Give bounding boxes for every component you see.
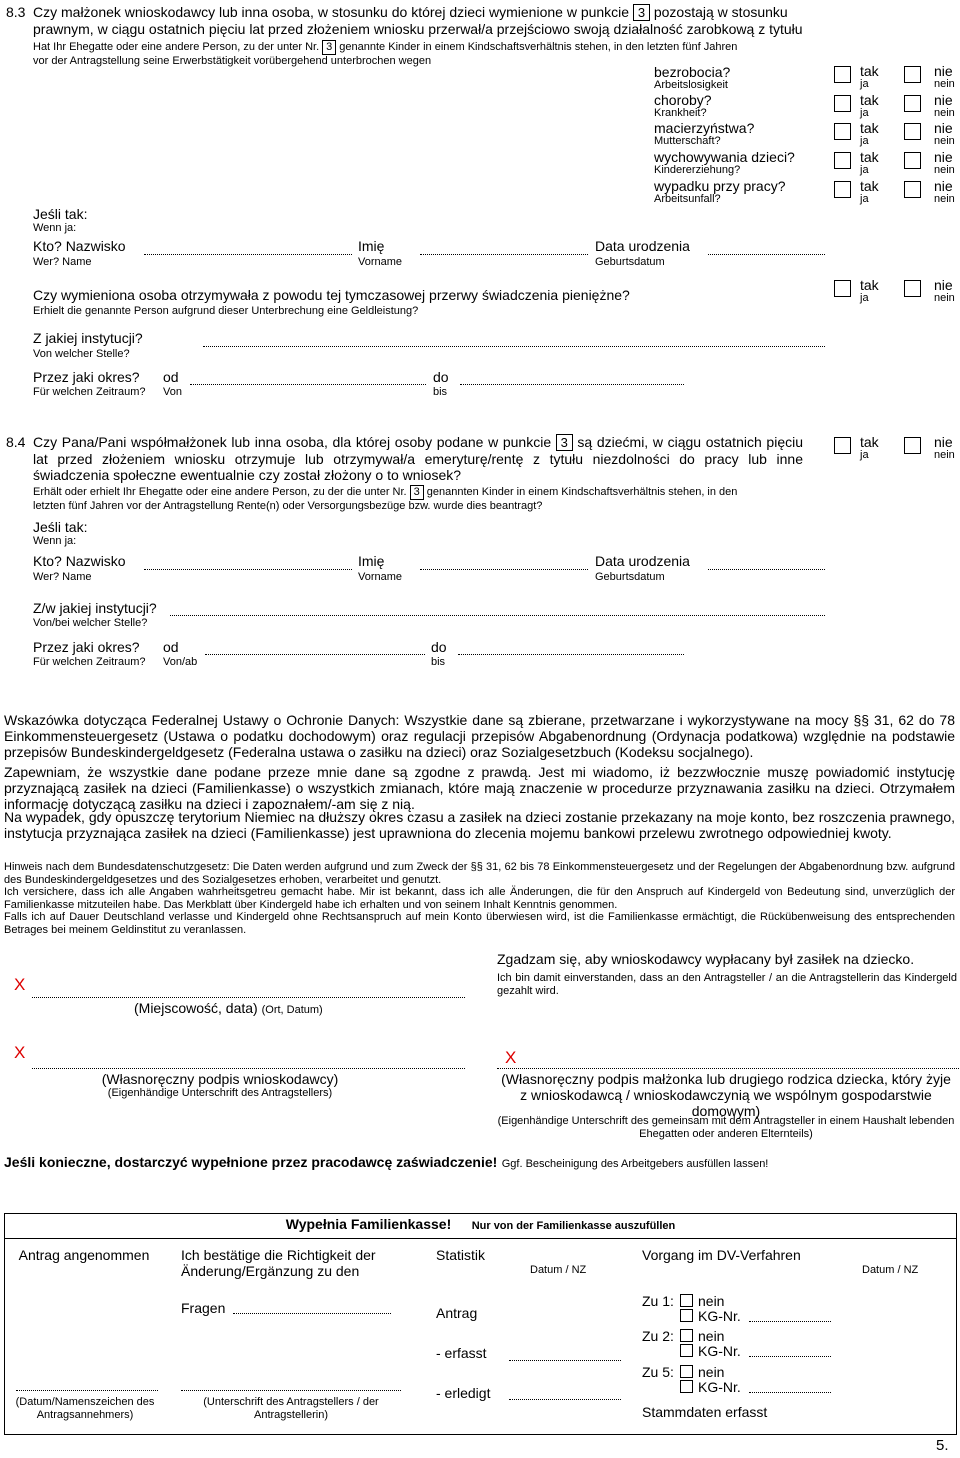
firstname-label-pl: Imię: [358, 553, 385, 569]
zu5-label: Zu 5:: [642, 1364, 674, 1380]
no-label-pl: nie: [934, 178, 953, 194]
checkbox-work-accident-no[interactable]: [904, 181, 921, 198]
checkbox-illness-yes[interactable]: [834, 95, 851, 112]
section-8-4-question-pl: Czy Pana/Pani współmałżonek lub inna osoba, dla której osoby podane w punkcie 3 są dziećmi, w ciągu ostatnich pięciu lat przed złożeniem wniosku otrzymuje lub otrzymywał/a emeryturę/rentę z tytułu niezdolności do pracy lub inne świadczenia społeczne ewentualnie czy został złożony o to wniosek?: [33, 434, 804, 483]
sign-here-mark: X: [14, 975, 26, 994]
checkbox-unemployment-yes[interactable]: [834, 66, 851, 83]
period-from-field[interactable]: [205, 654, 425, 655]
data-protection-notice-pl: Wskazówka dotycząca Federalnej Ustawy o Ochronie Danych: Wszystkie dane są zbierane, przetwarzane i wykorzystywane na mocy §§ 31, 62 do 78 Einkommensteuergesetz (Ustawa o podatku dochodowym) oraz regulacji przepisów Abgabenordnung (Ordynacja podatkowa) względnie na podstawie przepisów Bundeskindergeldgesetz (Federalna ustawa o zasiłku na dzieci) oraz Sozialgesetzbuch (Kodeksu socjalnego).: [4, 712, 955, 760]
completed-label: - erledigt: [436, 1385, 491, 1401]
page-number: 5.: [936, 1437, 949, 1454]
dv-procedure-label: Vorgang im DV-Verfahren: [642, 1247, 801, 1263]
yes-label-de: ja: [860, 107, 869, 119]
checkbox-illness-no[interactable]: [904, 95, 921, 112]
reason-0-pl: bezrobocia?: [654, 64, 731, 80]
application-label: Antrag: [436, 1305, 478, 1321]
checkbox-maternity-no[interactable]: [904, 123, 921, 140]
spouse-signature-field[interactable]: [497, 1068, 959, 1069]
yes-label-pl: tak: [860, 277, 879, 293]
section-8-4-question-de: Erhält oder erhielt Ihr Ehegatte oder eine andere Person, zu der die unter Nr. 3 genannten Kinder in einem Kindschaftsverhältnis stehen, in den letzten fünf Jahren vor der Antragstellung Rente(n) oder Versorgungsbezüge bzw. wurde dies beantragt?: [33, 486, 738, 512]
checkbox-unemployment-no[interactable]: [904, 66, 921, 83]
institution-field[interactable]: [170, 615, 825, 616]
institution-field[interactable]: [203, 346, 825, 347]
applicant-signature-field[interactable]: [32, 1068, 465, 1069]
ref-item-3: 3: [410, 485, 424, 500]
if-yes-label-de: Wenn ja:: [33, 222, 77, 234]
section-8-3-question-de: Hat Ihr Ehegatte oder eine andere Person, zu der unter Nr. 3 genannte Kinder in einem Kindschaftsverhältnis stehen, in den letzten fünf Jahren vor der Antragstellung seine Erwerbstätigkeit vorübergehend unterbrochen wegen: [33, 41, 738, 67]
kgnr-label: KG-Nr.: [698, 1343, 741, 1359]
surname-field[interactable]: [144, 254, 352, 255]
yes-label-de: ja: [860, 449, 869, 461]
applicant-signature-label-pl: (Własnoręczny podpis wnioskodawcy): [101, 1071, 339, 1087]
yes-label-de: ja: [860, 193, 869, 205]
captured-field[interactable]: [509, 1360, 621, 1361]
nein-label: nein: [698, 1293, 725, 1309]
firstname-field[interactable]: [420, 254, 588, 255]
reason-4-pl: wypadku przy pracy?: [654, 178, 786, 194]
declaration-pl: Zapewniam, że wszystkie dane podane przeze mnie dane są zgodne z prawdą. Jest mi wiadomo, iż bezzwłocznie muszę powiadomić instytucję przyznającą zasiłek na dzieci (Familienkasse) o wszystkich zmianach, które mają znaczenie w procedurze przyznawania zasiłku na dzieci. Otrzymałem informację dotyczącą zasiłku na dzieci i zapoznałem/-am się z nią.: [4, 764, 955, 812]
benefit-question-pl: Czy wymieniona osoba otrzymywała z powodu tej tymczasowej przerwy świadczenia pieniężne?: [33, 287, 630, 303]
period-label-de: Für welchen Zeitraum?: [33, 386, 146, 398]
checkbox-pension-yes[interactable]: [834, 437, 851, 454]
yes-label-de: ja: [860, 164, 869, 176]
no-label-de: nein: [934, 449, 955, 461]
yes-label-de: ja: [860, 78, 869, 90]
bank-authorisation-pl: Na wypadek, gdy opuszczę terytorium Niemiec na dłuższy okres czasu a zasiłek na dzieci zostanie przekazany na moje konto, bez roszczenia prawnego, instytucja przyznająca zasiłek na dzieci (Familienkasse) jest uprawniona do zlecenia mojemu bankowi przelewu zwrotnego odpowiedniej kwoty.: [4, 809, 955, 841]
no-label-pl: nie: [934, 63, 953, 79]
no-label-pl: nie: [934, 434, 953, 450]
dob-field[interactable]: [708, 569, 825, 570]
applicant-signature-office-field[interactable]: [181, 1390, 401, 1391]
zu2-label: Zu 2:: [642, 1328, 674, 1344]
receiver-initials-label: (Datum/Namenszeichen des Antragsannehmers): [15, 1396, 155, 1421]
surname-label-pl: Kto? Nazwisko: [33, 553, 126, 569]
institution-label-pl: Z jakiej instytucji?: [33, 330, 143, 346]
surname-label-de: Wer? Name: [33, 256, 92, 268]
no-label-pl: nie: [934, 277, 953, 293]
period-label-pl: Przez jaki okres?: [33, 369, 140, 385]
questions-field[interactable]: [233, 1313, 391, 1314]
ref-item-3: 3: [322, 40, 336, 55]
dob-label-pl: Data urodzenia: [595, 238, 690, 254]
reason-3-pl: wychowywania dzieci?: [654, 149, 795, 165]
dob-label-de: Geburtsdatum: [595, 571, 665, 583]
yes-label-de: ja: [860, 135, 869, 147]
kgnr-field[interactable]: [749, 1392, 831, 1393]
section-number-8-4: 8.4: [6, 434, 26, 450]
checkbox-childcare-yes[interactable]: [834, 152, 851, 169]
period-from-field[interactable]: [190, 384, 426, 385]
spouse-signature-label-de: (Eigenhändige Unterschrift des gemeinsam mit dem Antragsteller in einem Haushalt lebenden Ehegatten oder anderen Elternteils): [497, 1115, 955, 1140]
surname-label-de: Wer? Name: [33, 571, 92, 583]
ref-item-3: 3: [633, 4, 650, 21]
no-label-de: nein: [934, 135, 955, 147]
checkbox-zu1-nein[interactable]: [680, 1294, 693, 1307]
yes-label-pl: tak: [860, 149, 879, 165]
checkbox-zu5-kgnr[interactable]: [680, 1380, 693, 1393]
reason-0-de: Arbeitslosigkeit: [654, 79, 728, 91]
reason-1-de: Krankheit?: [654, 107, 707, 119]
checkbox-benefit-no[interactable]: [904, 280, 921, 297]
to-label-pl: do: [433, 369, 449, 385]
office-use-title: Wypełnia Familienkasse! Nur von der Familienkasse auszufüllen: [285, 1216, 676, 1232]
institution-label-pl: Z/w jakiej instytucji?: [33, 600, 157, 616]
questions-label: Fragen: [181, 1300, 226, 1316]
kgnr-label: KG-Nr.: [698, 1379, 741, 1395]
no-label-de: nein: [934, 107, 955, 119]
checkbox-pension-no[interactable]: [904, 437, 921, 454]
statistics-label: Statistik: [436, 1247, 486, 1263]
reason-2-de: Mutterschaft?: [654, 135, 721, 147]
from-label-de: Von: [163, 386, 182, 398]
no-label-pl: nie: [934, 120, 953, 136]
to-label-de: bis: [433, 386, 448, 398]
if-yes-label-pl: Jeśli tak:: [33, 519, 88, 535]
firstname-field[interactable]: [420, 569, 588, 570]
yes-label-pl: tak: [860, 63, 879, 79]
zu1-label: Zu 1:: [642, 1293, 674, 1309]
section-8-3-question-pl: Czy małżonek wnioskodawcy lub inna osoba, w stosunku do której dzieci wymienione w punkcie 3 pozostają w stosunku prawnym, w ciągu ostatnich pięciu lat przed złożeniem wniosku przerwał/a przejściowo swoją działalność zarobkową z tytułu: [33, 4, 803, 37]
receiver-initials-field[interactable]: [16, 1390, 158, 1391]
checkbox-work-accident-yes[interactable]: [834, 181, 851, 198]
checkbox-childcare-no[interactable]: [904, 152, 921, 169]
yes-label-pl: tak: [860, 178, 879, 194]
consent-text-pl: Zgadzam się, aby wnioskodawcy wypłacany był zasiłek na dziecko.: [497, 951, 915, 967]
yes-label-pl: tak: [860, 120, 879, 136]
no-label-de: nein: [934, 78, 955, 90]
checkbox-zu5-nein[interactable]: [680, 1365, 693, 1378]
sign-here-mark: X: [14, 1043, 26, 1062]
confirm-label: Ich bestätige die Richtigkeit der Änderung/Ergänzung zu den: [181, 1247, 376, 1279]
firstname-label-pl: Imię: [358, 238, 385, 254]
section-number-8-3: 8.3: [6, 4, 26, 20]
dob-field[interactable]: [708, 254, 825, 255]
from-label-de: Von/ab: [163, 656, 198, 668]
nein-label: nein: [698, 1364, 725, 1380]
nein-label: nein: [698, 1328, 725, 1344]
completed-field[interactable]: [509, 1399, 621, 1400]
no-label-de: nein: [934, 164, 955, 176]
to-label-pl: do: [431, 639, 447, 655]
no-label-de: nein: [934, 292, 955, 304]
no-label-de: nein: [934, 193, 955, 205]
period-to-field[interactable]: [458, 654, 684, 655]
yes-label-de: ja: [860, 292, 869, 304]
spouse-signature-label-pl: (Własnoręczny podpis małżonka lub drugiego rodzica dziecka, który żyje z wnioskodawcą / wnioskodawczynią we wspólnym gospodarstwie domowym): [501, 1071, 951, 1119]
consent-text-de: Ich bin damit einverstanden, dass an den Antragsteller / an die Antragstellerin das Kindergeld gezahlt wird.: [497, 972, 957, 997]
statistics-date-label: Datum / NZ: [530, 1264, 587, 1276]
surname-field[interactable]: [144, 569, 352, 570]
dob-label-pl: Data urodzenia: [595, 553, 690, 569]
no-label-pl: nie: [934, 92, 953, 108]
master-data-label: Stammdaten erfasst: [642, 1404, 768, 1420]
data-protection-notice-de: Hinweis nach dem Bundesdatenschutzgesetz: Die Daten werden aufgrund und zum Zweck der §§ 31, 62 bis 78 Einkommensteuergesetz und der Regelungen der Abgabenordnung bzw. aufgrund des Bundeskindergeldgesetzes und des Sozialgesetzes erhoben, verarbeitet und genutzt.: [4, 861, 955, 886]
institution-label-de: Von/bei welcher Stelle?: [33, 617, 148, 629]
checkbox-zu1-kgnr[interactable]: [680, 1309, 693, 1322]
kgnr-label: KG-Nr.: [698, 1308, 741, 1324]
applicant-signature-label-de: (Eigenhändige Unterschrift des Antragstellers): [107, 1087, 333, 1099]
period-label-de: Für welchen Zeitraum?: [33, 656, 146, 668]
firstname-label-de: Vorname: [358, 256, 403, 268]
reason-4-de: Arbeitsunfall?: [654, 193, 721, 205]
captured-label: - erfasst: [436, 1345, 487, 1361]
period-label-pl: Przez jaki okres?: [33, 639, 140, 655]
kgnr-field[interactable]: [749, 1321, 831, 1322]
reason-3-de: Kindererziehung?: [654, 164, 741, 176]
checkbox-zu2-kgnr[interactable]: [680, 1344, 693, 1357]
if-yes-label-de: Wenn ja:: [33, 535, 77, 547]
place-date-field[interactable]: [32, 997, 465, 998]
yes-label-pl: tak: [860, 434, 879, 450]
checkbox-benefit-yes[interactable]: [834, 280, 851, 297]
applicant-signature-office-label: (Unterschrift des Antragstellers / der Antragstellerin): [203, 1396, 379, 1421]
place-date-label: (Miejscowość, data) (Ort, Datum): [134, 1000, 323, 1016]
reason-1-pl: choroby?: [654, 92, 712, 108]
received-label: Antrag angenommen: [18, 1247, 150, 1263]
dv-date-label: Datum / NZ: [862, 1264, 919, 1276]
office-divider: [4, 1238, 957, 1239]
sign-here-mark: X: [505, 1048, 517, 1067]
checkbox-maternity-yes[interactable]: [834, 123, 851, 140]
from-label-pl: od: [163, 369, 179, 385]
kgnr-field[interactable]: [749, 1356, 831, 1357]
from-label-pl: od: [163, 639, 179, 655]
bank-authorisation-de: Falls ich auf Dauer Deutschland verlasse und Kindergeld ohne Rechtsanspruch auf mein Konto überwiesen wird, ist die Familienkasse ermächtigt, die Rückübenweisung des entsprechenden Betrages bei meinem Geldinstitut zu veranlassen.: [4, 911, 955, 936]
to-label-de: bis: [431, 656, 446, 668]
if-yes-label-pl: Jeśli tak:: [33, 206, 88, 222]
declaration-de: Ich versichere, dass ich alle Angaben wahrheitsgetreu gemacht habe. Mir ist bekannt, dass ich alle Änderungen, die für den Anspruch auf Kindergeld von Bedeutung sind, unverzüglich der Familienkasse mitzuteilen habe. Das Merkblatt über Kindergeld habe ich erhalten und von seinem Inhalt Kenntnis genommen.: [4, 886, 955, 911]
checkbox-zu2-nein[interactable]: [680, 1329, 693, 1342]
employer-certificate-note: Jeśli konieczne, dostarczyć wypełnione przez pracodawcę zaświadczenie! Ggf. Bescheinigung des Arbeitgebers ausfüllen lassen!: [4, 1154, 769, 1170]
dob-label-de: Geburtsdatum: [595, 256, 665, 268]
benefit-question-de: Erhielt die genannte Person aufgrund dieser Unterbrechung eine Geldleistung?: [33, 305, 419, 317]
ref-item-3: 3: [556, 434, 573, 451]
surname-label-pl: Kto? Nazwisko: [33, 238, 126, 254]
institution-label-de: Von welcher Stelle?: [33, 348, 130, 360]
reason-2-pl: macierzyństwa?: [654, 120, 755, 136]
no-label-pl: nie: [934, 149, 953, 165]
period-to-field[interactable]: [460, 384, 684, 385]
yes-label-pl: tak: [860, 92, 879, 108]
firstname-label-de: Vorname: [358, 571, 403, 583]
